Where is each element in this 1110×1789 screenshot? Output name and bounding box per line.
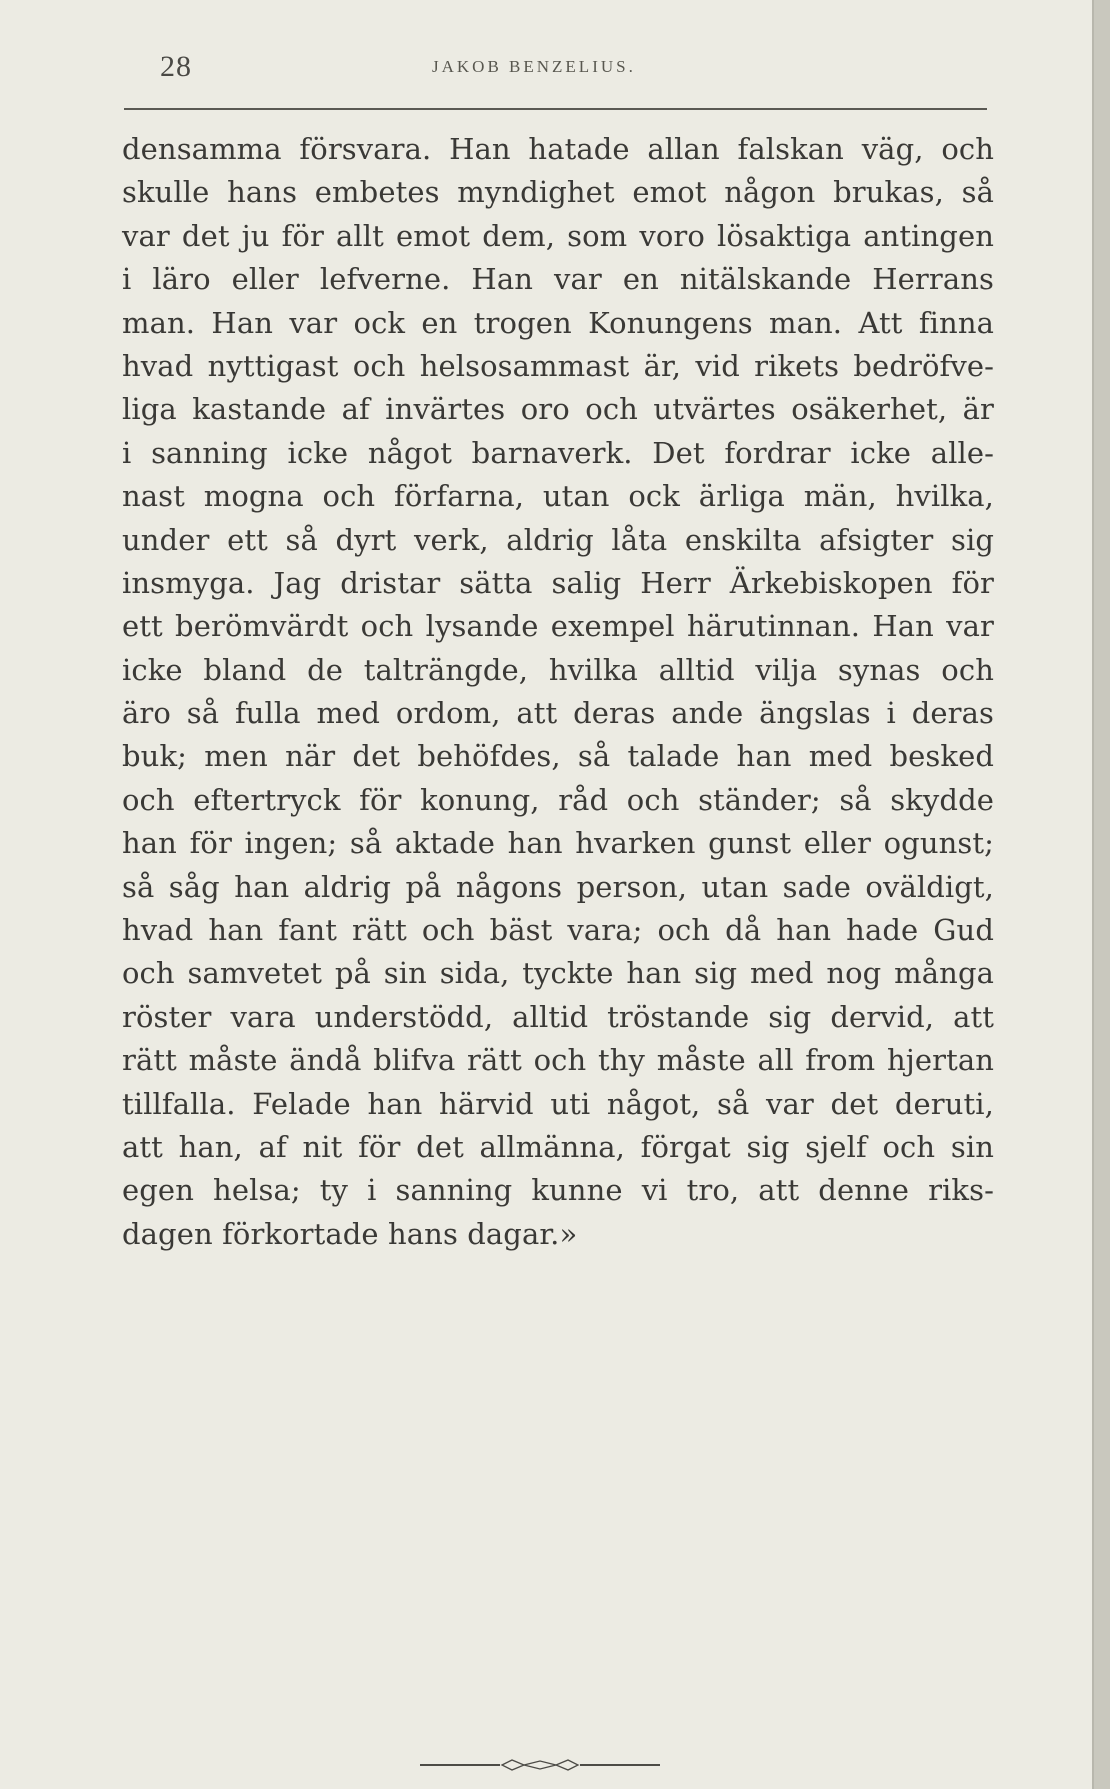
text-line: var det ju för allt emot dem, som voro lösaktiga antingen: [122, 218, 994, 253]
text-line: icke bland de talträngde, hvilka alltid vilja synas och: [122, 652, 994, 687]
text-line: i läro eller lefverne. Han var en nitälskande Herrans: [122, 262, 994, 297]
text-line: nast mogna och förfarna, utan ock ärliga män, hvilka,: [122, 479, 994, 514]
text-line: äro så fulla med ordom, att deras ande ängslas i deras: [122, 696, 994, 731]
text-line: liga kastande af invärtes oro och utvärtes osäkerhet, är: [122, 392, 994, 427]
text-line: skulle hans embetes myndighet emot någon brukas, så: [122, 175, 994, 210]
text-line: och eftertryck för konung, råd och ständer; så skydde: [122, 782, 994, 817]
text-line: densamma försvara. Han hatade allan falskan väg, och: [122, 132, 994, 166]
text-line: hvad han fant rätt och bäst vara; och då han hade Gud: [122, 913, 994, 948]
text-line: rätt måste ändå blifva rätt och thy måste all from hjertan: [122, 1043, 994, 1078]
text-line: han för ingen; så aktade han hvarken gunst eller ogunst;: [122, 826, 994, 861]
body-text: [122, 128, 994, 1256]
ornament-flourish-icon: [500, 1755, 580, 1775]
text-line: så såg han aldrig på någons person, utan sade oväldigt,: [122, 869, 994, 904]
end-ornament: [420, 1755, 660, 1775]
text-line: egen helsa; ty i sanning kunne vi tro, att denne riks-: [122, 1173, 994, 1208]
text-line: under ett så dyrt verk, aldrig låta enskilta afsigter sig: [122, 522, 994, 557]
page-edge: [1092, 0, 1110, 1789]
text-line: man. Han var ock en trogen Konungens man. Att finna: [122, 305, 994, 340]
text-line: buk; men när det behöfdes, så talade han med besked: [122, 739, 994, 774]
text-line: röster vara understödd, alltid tröstande sig dervid, att: [122, 999, 994, 1034]
header-rule: [124, 108, 987, 110]
text-line: dagen förkortade hans dagar.»: [122, 1216, 578, 1251]
text-line: tillfalla. Felade han härvid uti något, så var det deruti,: [122, 1086, 994, 1121]
running-head: JAKOB BENZELIUS.: [432, 57, 636, 76]
text-line: ett berömvärdt och lysande exempel härutinnan. Han var: [122, 609, 994, 644]
text-line: och samvetet på sin sida, tyckte han sig med nog många: [122, 956, 994, 991]
page-header: [160, 50, 960, 90]
text-line: i sanning icke något barnaverk. Det fordrar icke alle-: [122, 435, 994, 470]
page-number: 28: [160, 50, 192, 83]
text-line: hvad nyttigast och helsosammast är, vid rikets bedröfve-: [122, 348, 994, 383]
text-line: att han, af nit för det allmänna, förgat sig sjelf och sin: [122, 1129, 994, 1164]
text-line: insmyga. Jag dristar sätta salig Herr Ärkebiskopen för: [122, 565, 994, 600]
